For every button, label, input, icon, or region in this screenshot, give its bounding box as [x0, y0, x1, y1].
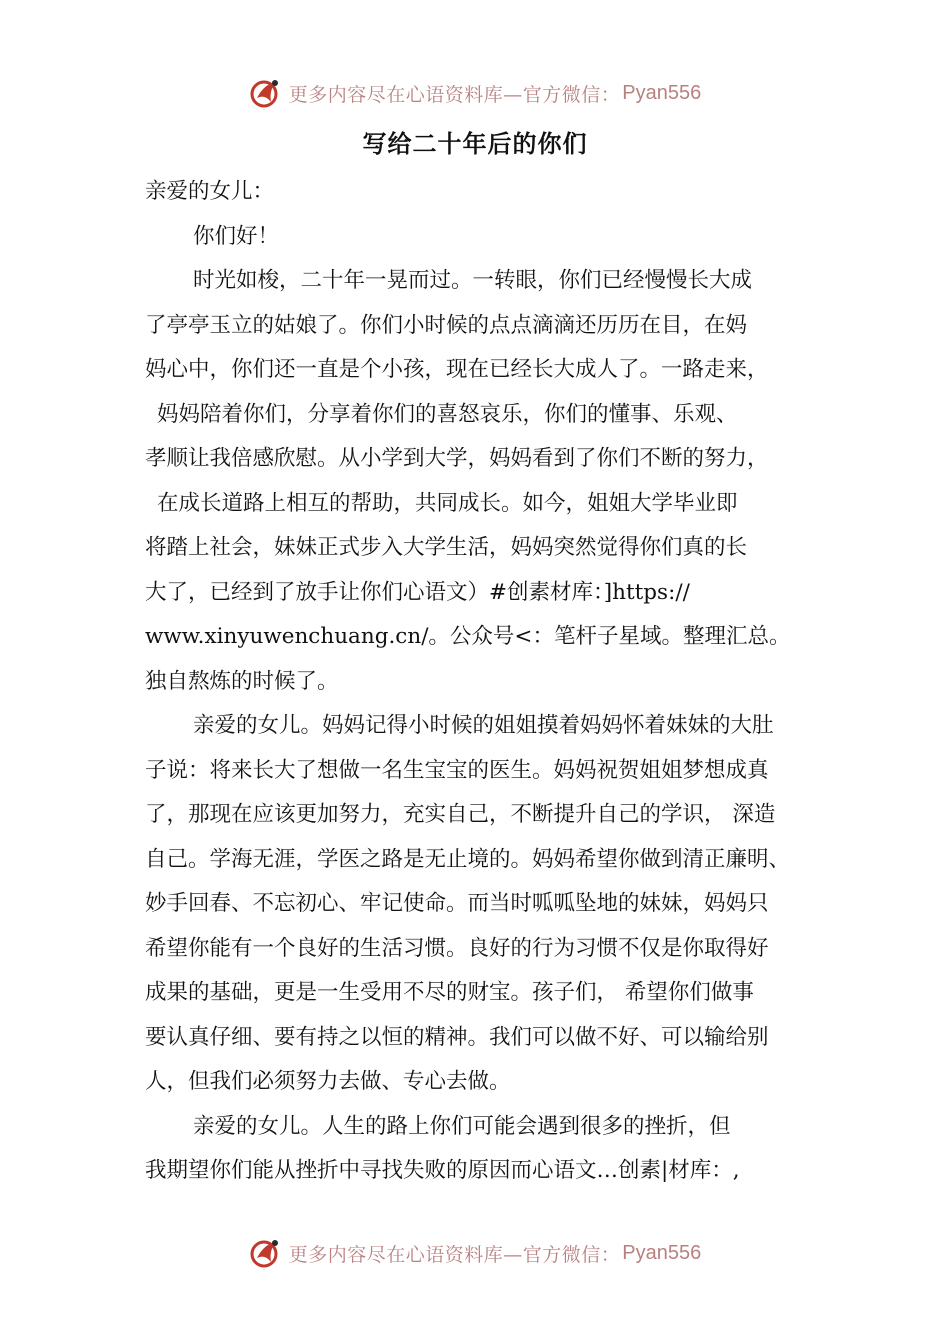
text-line: 自己。学海无涯，学医之路是无止境的。妈妈希望你做到清正廉明、 — [145, 846, 791, 872]
text-line: 妈心中，你们还一直是个小孩，现在已经长大成人了。一路走来， — [145, 357, 769, 382]
text-line: 我期望你们能从挫折中寻找失败的原因而心语文…创素|材库：, — [145, 1158, 740, 1183]
header-watermark-banner — [0, 73, 950, 113]
greeting-line: 亲爱的女儿： — [145, 179, 275, 204]
text-line: 大了，已经到了放手让你们心语文）#创素材库：]https:// — [145, 579, 690, 605]
text-line: 孝顺让我倍感欣慰。从小学到大学，妈妈看到了你们不断的努力， — [145, 446, 769, 471]
text-line: 独自熬炼的时候了。 — [145, 668, 339, 694]
text-line: 了亭亭玉立的姑娘了。你们小时候的点点滴滴还历历在目，在妈 — [145, 312, 748, 338]
text-line: 了，那现在应该更加努力，充实自己，不断提升自己的学识， 深造 — [145, 802, 776, 827]
text-line: www.xinyuwenchuang.cn/。公众号<：笔杆子星域。整理汇总。 — [145, 624, 791, 649]
text-line: 亲爱的女儿。人生的路上你们可能会遇到很多的挫折，但 — [193, 1113, 731, 1139]
text-line: 时光如梭，二十年一晃而过。一转眼，你们已经慢慢长大成 — [193, 268, 753, 293]
text-line: 你们好！ — [193, 223, 280, 249]
text-line: 妈妈陪着你们，分享着你们的喜怒哀乐，你们的懂事、乐观、 — [157, 401, 738, 427]
text-line: 将踏上社会，妹妹正式步入大学生活，妈妈突然觉得你们真的长 — [145, 535, 748, 560]
banner-text: 更多内容尽在心语资料库—官方微信： — [288, 83, 621, 106]
text-line: 要认真仔细、要有持之以恒的精神。我们可以做不好、可以输给别 — [145, 1024, 769, 1050]
wechat-id: Pyan556 — [622, 81, 702, 104]
wechat-id: Pyan556 — [622, 1241, 702, 1264]
text-line: 希望你能有一个良好的生活习惯。良好的行为习惯不仅是你取得好 — [145, 935, 769, 961]
text-line: 成果的基础，更是一生受用不尽的财宝。孩子们， 希望你们做事 — [145, 980, 754, 1005]
xinyu-logo-icon — [249, 1236, 283, 1270]
text-line: 妙手回春、不忘初心、牢记使命。而当时呱呱坠地的妹妹，妈妈只 — [145, 891, 769, 916]
xinyu-logo-icon — [249, 76, 283, 110]
footer-watermark-banner — [0, 1233, 950, 1273]
letter-body — [145, 170, 835, 1194]
text-line: 人，但我们必须努力去做、专心去做。 — [145, 1069, 511, 1094]
text-line: 在成长道路上相互的帮助，共同成长。如今，姐姐大学毕业即 — [157, 490, 738, 516]
text-line: 子说：将来长大了想做一名生宝宝的医生。妈妈祝贺姐姐梦想成真 — [145, 757, 769, 783]
banner-text: 更多内容尽在心语资料库—官方微信： — [288, 1243, 621, 1266]
page-title: 写给二十年后的你们 — [362, 129, 588, 158]
text-line: 亲爱的女儿。妈妈记得小时候的姐姐摸着妈妈怀着妹妹的大肚 — [193, 713, 774, 738]
